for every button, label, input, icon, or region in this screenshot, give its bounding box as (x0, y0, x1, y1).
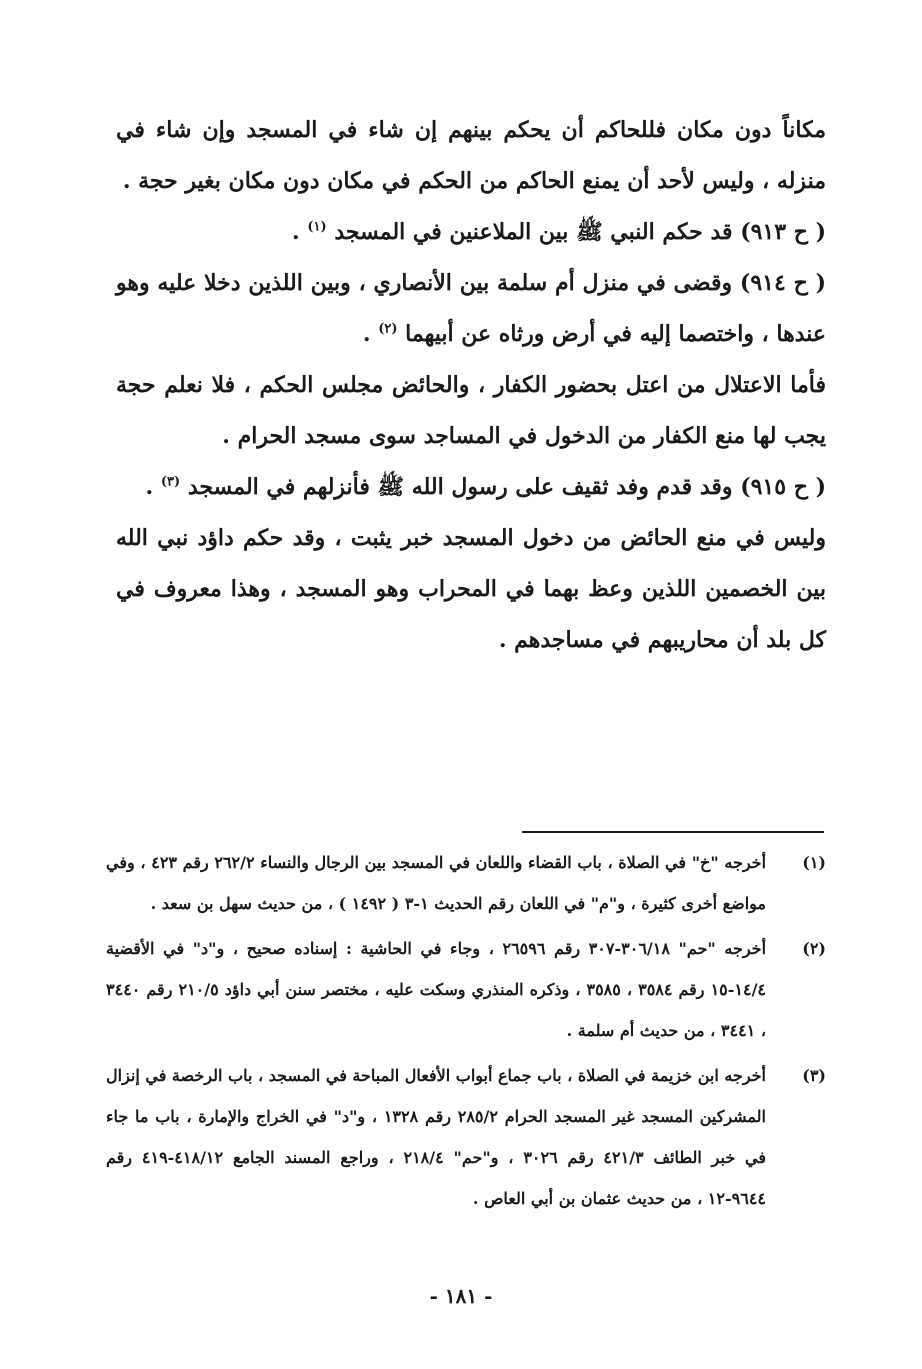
hadith-text: وقضى في منزل أم سلمة بين الأنصاري ، وبين اللذين دخلا عليه وهو عندها ، واختصما إليه في أرض ورثاه عن أبيهما (116, 270, 826, 347)
footnote-text: أخرجه "خ" في الصلاة ، باب القضاء واللعان في المسجد بين الرجال والنساء ٢٦٢/٢ رقم ٤٢٣ ، وفي مواضع أخرى كثيرة ، و"م" في اللعان رقم الحديث ١-٣ ( ١٤٩٢ ) ، من حديث سهل بن سعد . (106, 853, 767, 913)
paragraph (116, 360, 826, 462)
paragraph-text: مكاناً دون مكان فللحاكم أن يحكم بينهم إن شاء في المسجد وإن شاء في منزله ، وليس لأحد أن يمنع الحاكم من الحكم في مكان دون مكان بغير حجة . (116, 117, 826, 194)
sentence-end: . (292, 219, 300, 245)
sentence-end: . (362, 321, 371, 347)
hadith-number: ( ح ٩١٥) (740, 474, 826, 500)
footnote (106, 928, 826, 1051)
hadith-entry (116, 258, 826, 360)
paragraph-text: فأما الاعتلال من اعتل بحضور الكفار ، والحائض مجلس الحكم ، فلا نعلم حجة يجب لها منع الكفار من الدخول في المساجد سوى مسجد الحرام . (116, 372, 826, 449)
paragraph (116, 513, 826, 666)
hadith-text: قد حكم النبي ﷺ بين الملاعنين في المسجد (334, 219, 733, 245)
footnote-marker: (٣) (802, 1066, 826, 1085)
sentence-end: . (145, 474, 154, 500)
footnotes (106, 842, 826, 1223)
footnote-marker: (٢) (802, 939, 826, 958)
footnote-ref[interactable]: (١) (307, 219, 327, 235)
paragraph-text: وليس في منع الحائض من دخول المسجد خبر يثبت ، وقد حكم داؤد نبي الله بين الخصمين اللذين وعظ بهما في المحراب وهو المسجد ، وهذا معروف في كل بلد أن محاريبهم في مساجدهم . (116, 525, 826, 653)
main-text (116, 105, 826, 666)
footnote-ref[interactable]: (٢) (378, 321, 398, 337)
footnote-divider (522, 831, 824, 833)
footnote-text: أخرجه ابن خزيمة في الصلاة ، باب جماع أبواب الأفعال المباحة في المسجد ، باب الرخصة في إنزال المشركين المسجد غير المسجد الحرام ٢٨٥/٢ رقم ١٣٢٨ ، و"د" في الخراج والإمارة ، باب ما جاء في خبر الطائف ٤٢١/٣ رقم ٣٠٢٦ ، و"حم" ٢١٨/٤ ، وراجع المسند الجامع ٤١٨/١٢-٤١٩ رقم ٩٦٤٤-١٢ ، من حديث عثمان بن أبي العاص . (106, 1066, 767, 1208)
hadith-number: ( ح ٩١٤) (739, 270, 826, 296)
footnote (106, 842, 826, 924)
hadith-number: ( ح ٩١٣) (740, 219, 826, 245)
hadith-text: وقد قدم وفد ثقيف على رسول الله ﷺ فأنزلهم في المسجد (187, 474, 733, 500)
footnote-ref[interactable]: (٣) (160, 474, 181, 490)
footnote-text: أخرجه "حم" ٣٠٦/١٨-٣٠٧ رقم ٢٦٥٩٦ ، وجاء في الحاشية : إسناده صحيح ، و"د" في الأقضية ١٤/٤-١٥ رقم ٣٥٨٤ ، ٣٥٨٥ ، وذكره المنذري وسكت عليه ، مختصر سنن أبي داؤد ٢١٠/٥ رقم ٣٤٤٠ ، ٣٤٤١ ، من حديث أم سلمة . (106, 939, 767, 1040)
page-number: - ١٨١ - (429, 1284, 493, 1308)
footnote (106, 1055, 826, 1219)
paragraph (116, 105, 826, 207)
hadith-entry (116, 462, 826, 513)
hadith-entry (116, 207, 826, 258)
footnote-marker: (١) (802, 853, 826, 872)
